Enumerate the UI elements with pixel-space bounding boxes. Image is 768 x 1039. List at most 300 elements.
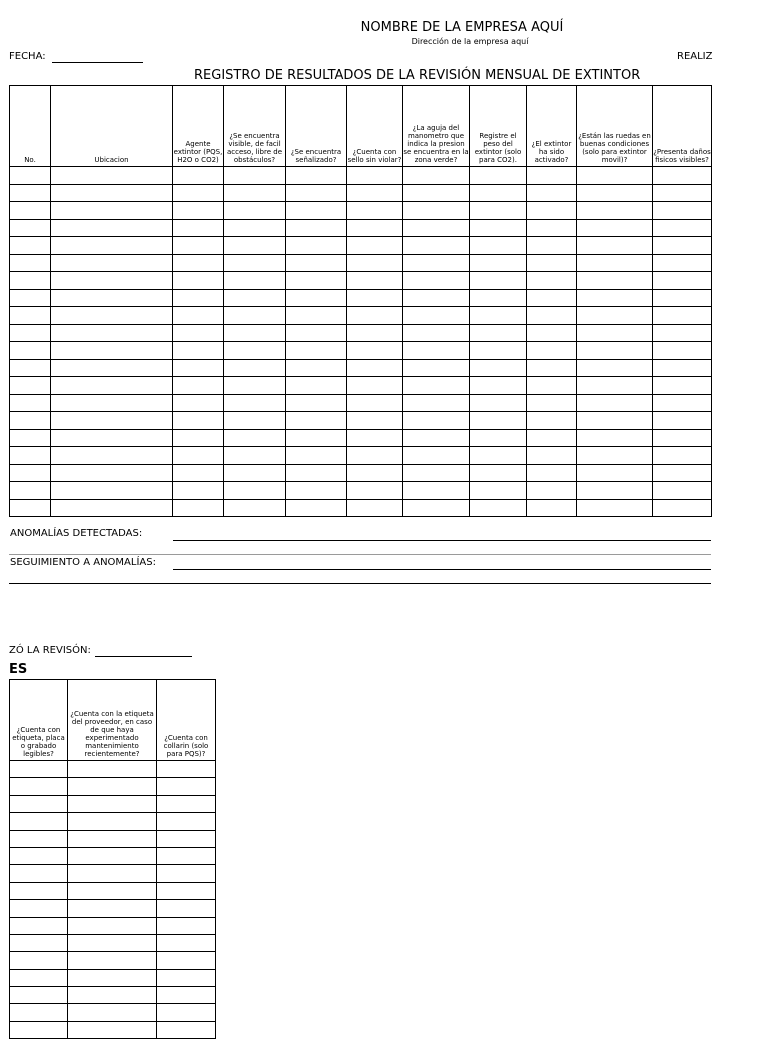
table-cell[interactable]	[470, 412, 527, 430]
table-cell[interactable]	[347, 237, 403, 255]
table-cell[interactable]	[286, 359, 347, 377]
table-row	[10, 289, 712, 307]
table-cell[interactable]	[403, 464, 470, 482]
table-cell[interactable]	[577, 237, 653, 255]
followup-label: SEGUIMIENTO A ANOMALÍAS:	[10, 557, 156, 568]
table-cell[interactable]	[653, 324, 712, 342]
table-cell[interactable]	[653, 499, 712, 517]
table-row	[10, 761, 216, 778]
table-cell[interactable]	[10, 412, 51, 430]
table-cell[interactable]	[157, 847, 216, 864]
table-cell[interactable]	[10, 394, 51, 412]
table-cell[interactable]	[173, 429, 224, 447]
table-cell[interactable]	[470, 219, 527, 237]
table-cell[interactable]	[577, 167, 653, 185]
table-cell[interactable]	[224, 429, 286, 447]
table-cell[interactable]	[224, 359, 286, 377]
table-cell[interactable]	[577, 324, 653, 342]
table-cell[interactable]	[347, 272, 403, 290]
table-cell[interactable]	[577, 429, 653, 447]
table-cell[interactable]	[286, 394, 347, 412]
table-row	[10, 882, 216, 899]
table-cell[interactable]	[157, 969, 216, 986]
table-cell[interactable]	[577, 289, 653, 307]
table-row	[10, 499, 712, 517]
table-cell[interactable]	[157, 934, 216, 951]
column-header: ¿Presenta daños fisicos visibles?	[653, 86, 712, 167]
table-cell[interactable]	[51, 202, 173, 220]
table-cell[interactable]	[68, 778, 157, 795]
table-cell[interactable]	[68, 900, 157, 917]
table-cell[interactable]	[470, 254, 527, 272]
table-cell[interactable]	[51, 447, 173, 465]
table-cell[interactable]	[527, 377, 577, 395]
table-cell[interactable]	[347, 359, 403, 377]
table-cell[interactable]	[347, 464, 403, 482]
company-name: NOMBRE DE LA EMPRESA AQUÍ	[360, 20, 564, 35]
table-cell[interactable]	[286, 412, 347, 430]
table-cell[interactable]	[224, 394, 286, 412]
table-cell[interactable]	[224, 219, 286, 237]
table-row	[10, 795, 216, 812]
table-cell[interactable]	[10, 429, 51, 447]
table-cell[interactable]	[51, 272, 173, 290]
table-cell[interactable]	[10, 882, 68, 899]
table-cell[interactable]	[347, 377, 403, 395]
table-cell[interactable]	[527, 272, 577, 290]
table-cell[interactable]	[286, 307, 347, 325]
table-cell[interactable]	[10, 900, 68, 917]
table-cell[interactable]	[653, 429, 712, 447]
table-cell[interactable]	[347, 254, 403, 272]
table-cell[interactable]	[10, 813, 68, 830]
table-cell[interactable]	[173, 272, 224, 290]
table-cell[interactable]	[173, 324, 224, 342]
table-cell[interactable]	[653, 254, 712, 272]
table-cell[interactable]	[347, 167, 403, 185]
table-cell[interactable]	[653, 482, 712, 500]
table-cell[interactable]	[470, 394, 527, 412]
table-cell[interactable]	[157, 865, 216, 882]
table-cell[interactable]	[577, 394, 653, 412]
table-cell[interactable]	[224, 464, 286, 482]
table-cell[interactable]	[470, 359, 527, 377]
table-cell[interactable]	[68, 830, 157, 847]
table-cell[interactable]	[286, 202, 347, 220]
table-cell[interactable]	[577, 499, 653, 517]
table-cell[interactable]	[157, 900, 216, 917]
table-cell[interactable]	[10, 254, 51, 272]
table-cell[interactable]	[224, 254, 286, 272]
table-cell[interactable]	[224, 237, 286, 255]
table-cell[interactable]	[403, 429, 470, 447]
table-row	[10, 865, 216, 882]
table-cell[interactable]	[173, 359, 224, 377]
table-cell[interactable]	[51, 184, 173, 202]
table-cell[interactable]	[51, 464, 173, 482]
table-cell[interactable]	[470, 377, 527, 395]
table-cell[interactable]	[577, 307, 653, 325]
table-cell[interactable]	[224, 412, 286, 430]
table-cell[interactable]	[527, 184, 577, 202]
table-cell[interactable]	[470, 447, 527, 465]
report-title: REGISTRO DE RESULTADOS DE LA REVISIÓN MENSUAL DE EXTINTOR	[194, 68, 641, 83]
table-row	[10, 934, 216, 951]
table-row	[10, 272, 712, 290]
table-cell[interactable]	[403, 394, 470, 412]
table-cell[interactable]	[653, 412, 712, 430]
table-cell[interactable]	[51, 377, 173, 395]
table-cell[interactable]	[286, 289, 347, 307]
table-cell[interactable]	[224, 184, 286, 202]
table-cell[interactable]	[577, 464, 653, 482]
table-cell[interactable]	[403, 359, 470, 377]
table-cell[interactable]	[653, 202, 712, 220]
table-cell[interactable]	[286, 272, 347, 290]
table-cell[interactable]	[577, 272, 653, 290]
table-cell[interactable]	[470, 272, 527, 290]
table-row	[10, 813, 216, 830]
table-cell[interactable]	[527, 289, 577, 307]
table-cell[interactable]	[157, 1004, 216, 1021]
table-row	[10, 237, 712, 255]
table-cell[interactable]	[347, 202, 403, 220]
table-cell[interactable]	[403, 377, 470, 395]
table-cell[interactable]	[470, 499, 527, 517]
table-cell[interactable]	[653, 184, 712, 202]
table-cell[interactable]	[173, 464, 224, 482]
table-cell[interactable]	[577, 377, 653, 395]
table-cell[interactable]	[173, 184, 224, 202]
table-cell[interactable]	[527, 359, 577, 377]
table-cell[interactable]	[653, 447, 712, 465]
table-cell[interactable]	[653, 394, 712, 412]
table-cell[interactable]	[403, 499, 470, 517]
table-cell[interactable]	[10, 847, 68, 864]
table-cell[interactable]	[68, 952, 157, 969]
table-cell[interactable]	[527, 254, 577, 272]
reviewed-by-line	[95, 656, 192, 657]
table-cell[interactable]	[157, 813, 216, 830]
table-cell[interactable]	[224, 272, 286, 290]
table-cell[interactable]	[653, 289, 712, 307]
table-cell[interactable]	[10, 934, 68, 951]
table-cell[interactable]	[173, 394, 224, 412]
table-cell[interactable]	[347, 324, 403, 342]
table-cell[interactable]	[527, 464, 577, 482]
table-cell[interactable]	[470, 482, 527, 500]
table-cell[interactable]	[51, 429, 173, 447]
table-cell[interactable]	[286, 482, 347, 500]
table-cell[interactable]	[347, 412, 403, 430]
table-cell[interactable]	[51, 219, 173, 237]
table-cell[interactable]	[403, 202, 470, 220]
table-cell[interactable]	[403, 272, 470, 290]
table-cell[interactable]	[173, 482, 224, 500]
table-cell[interactable]	[224, 324, 286, 342]
table-cell[interactable]	[527, 219, 577, 237]
table-cell[interactable]	[286, 324, 347, 342]
table-cell[interactable]	[577, 359, 653, 377]
table-cell[interactable]	[10, 952, 68, 969]
table-cell[interactable]	[224, 307, 286, 325]
table-cell[interactable]	[68, 987, 157, 1004]
table-cell[interactable]	[577, 482, 653, 500]
table-row	[10, 167, 712, 185]
table-cell[interactable]	[527, 202, 577, 220]
table-cell[interactable]	[347, 482, 403, 500]
table-cell[interactable]	[224, 202, 286, 220]
table-cell[interactable]	[157, 795, 216, 812]
table-cell[interactable]	[224, 377, 286, 395]
table-cell[interactable]	[470, 342, 527, 360]
table-cell[interactable]	[68, 813, 157, 830]
table-cell[interactable]	[68, 917, 157, 934]
table-cell[interactable]	[10, 447, 51, 465]
table-cell[interactable]	[527, 447, 577, 465]
table-cell[interactable]	[527, 482, 577, 500]
column-header: ¿Se encuentra señalizado?	[286, 86, 347, 167]
table-cell[interactable]	[286, 429, 347, 447]
table-cell[interactable]	[51, 307, 173, 325]
table-cell[interactable]	[68, 934, 157, 951]
table-cell[interactable]	[10, 987, 68, 1004]
table-cell[interactable]	[653, 237, 712, 255]
table-cell[interactable]	[224, 482, 286, 500]
table-cell[interactable]	[224, 289, 286, 307]
table-cell[interactable]	[470, 324, 527, 342]
table-cell[interactable]	[653, 464, 712, 482]
table-cell[interactable]	[10, 167, 51, 185]
table-cell[interactable]	[68, 865, 157, 882]
column-header: ¿Cuenta con etiqueta, placa o grabado legibles?	[10, 680, 68, 761]
table-cell[interactable]	[403, 219, 470, 237]
table-cell[interactable]	[577, 342, 653, 360]
table-cell[interactable]	[68, 795, 157, 812]
table-cell[interactable]	[51, 359, 173, 377]
table-cell[interactable]	[286, 254, 347, 272]
table-cell[interactable]	[286, 464, 347, 482]
table-cell[interactable]	[10, 377, 51, 395]
table-cell[interactable]	[403, 342, 470, 360]
table-cell[interactable]	[51, 482, 173, 500]
table-cell[interactable]	[51, 499, 173, 517]
table-cell[interactable]	[224, 447, 286, 465]
table-cell[interactable]	[10, 272, 51, 290]
table-cell[interactable]	[403, 324, 470, 342]
table-cell[interactable]	[224, 499, 286, 517]
table-cell[interactable]	[527, 342, 577, 360]
table-cell[interactable]	[51, 394, 173, 412]
table-cell[interactable]	[10, 482, 51, 500]
table-cell[interactable]	[10, 342, 51, 360]
followup-line	[173, 569, 711, 570]
inspection-table-continued	[9, 679, 216, 1039]
table-cell[interactable]	[51, 412, 173, 430]
table-cell[interactable]	[286, 342, 347, 360]
table-cell[interactable]	[173, 307, 224, 325]
table-cell[interactable]	[577, 254, 653, 272]
table-cell[interactable]	[10, 917, 68, 934]
table-cell[interactable]	[403, 307, 470, 325]
reviewed-by-label: ZÓ LA REVISÓN:	[9, 645, 91, 656]
table-cell[interactable]	[173, 412, 224, 430]
table-cell[interactable]	[527, 429, 577, 447]
table-cell[interactable]	[10, 289, 51, 307]
table-cell[interactable]	[173, 219, 224, 237]
table-cell[interactable]	[10, 307, 51, 325]
table-cell[interactable]	[286, 447, 347, 465]
table-cell[interactable]	[51, 289, 173, 307]
table-cell[interactable]	[51, 254, 173, 272]
table-cell[interactable]	[10, 778, 68, 795]
table-cell[interactable]	[10, 324, 51, 342]
table-cell[interactable]	[10, 359, 51, 377]
table-cell[interactable]	[470, 237, 527, 255]
table-cell[interactable]	[157, 761, 216, 778]
table-cell[interactable]	[10, 1004, 68, 1021]
table-cell[interactable]	[347, 342, 403, 360]
table-row	[10, 987, 216, 1004]
table-cell[interactable]	[403, 447, 470, 465]
table-cell[interactable]	[403, 167, 470, 185]
table-cell[interactable]	[286, 184, 347, 202]
table-cell[interactable]	[173, 377, 224, 395]
table-cell[interactable]	[10, 830, 68, 847]
table-cell[interactable]	[10, 795, 68, 812]
table-cell[interactable]	[68, 1004, 157, 1021]
table-cell[interactable]	[470, 307, 527, 325]
table-cell[interactable]	[10, 237, 51, 255]
table-cell[interactable]	[10, 184, 51, 202]
table-row	[10, 1004, 216, 1021]
table-cell[interactable]	[10, 499, 51, 517]
table-cell[interactable]	[470, 289, 527, 307]
table-cell[interactable]	[347, 429, 403, 447]
table-cell[interactable]	[10, 202, 51, 220]
table-cell[interactable]	[51, 342, 173, 360]
table-cell[interactable]	[10, 219, 51, 237]
table-cell[interactable]	[653, 219, 712, 237]
table-cell[interactable]	[347, 307, 403, 325]
table-cell[interactable]	[653, 167, 712, 185]
table-cell[interactable]	[577, 202, 653, 220]
table-cell[interactable]	[403, 184, 470, 202]
table-cell[interactable]	[173, 202, 224, 220]
table-cell[interactable]	[10, 761, 68, 778]
table-cell[interactable]	[527, 237, 577, 255]
table-cell[interactable]	[286, 219, 347, 237]
table-cell[interactable]	[347, 447, 403, 465]
table-cell[interactable]	[527, 324, 577, 342]
table-cell[interactable]	[10, 969, 68, 986]
table-cell[interactable]	[403, 482, 470, 500]
table-cell[interactable]	[286, 377, 347, 395]
table-cell[interactable]	[403, 289, 470, 307]
table-cell[interactable]	[51, 237, 173, 255]
table-cell[interactable]	[577, 219, 653, 237]
table-cell[interactable]	[653, 272, 712, 290]
table-cell[interactable]	[173, 254, 224, 272]
table-cell[interactable]	[653, 342, 712, 360]
table-cell[interactable]	[157, 882, 216, 899]
table-row	[10, 447, 712, 465]
followup-line	[9, 583, 711, 584]
table-cell[interactable]	[286, 499, 347, 517]
table-cell[interactable]	[653, 359, 712, 377]
table-row	[10, 342, 712, 360]
table-cell[interactable]	[347, 219, 403, 237]
title-fragment: ES	[9, 662, 28, 677]
table-row	[10, 254, 712, 272]
table-cell[interactable]	[653, 377, 712, 395]
table-cell[interactable]	[173, 499, 224, 517]
table-cell[interactable]	[173, 447, 224, 465]
table-cell[interactable]	[470, 167, 527, 185]
table-cell[interactable]	[157, 952, 216, 969]
table-row	[10, 412, 712, 430]
table-cell[interactable]	[347, 289, 403, 307]
table-cell[interactable]	[470, 202, 527, 220]
table-cell[interactable]	[347, 394, 403, 412]
table-cell[interactable]	[403, 254, 470, 272]
table-cell[interactable]	[10, 464, 51, 482]
column-header: ¿Están las ruedas en buenas condiciones (solo para extintor movil)?	[577, 86, 653, 167]
table-cell[interactable]	[577, 447, 653, 465]
table-cell[interactable]	[157, 778, 216, 795]
anomalies-line	[173, 540, 711, 541]
table-cell[interactable]	[157, 830, 216, 847]
table-cell[interactable]	[68, 761, 157, 778]
table-cell[interactable]	[527, 499, 577, 517]
table-cell[interactable]	[527, 412, 577, 430]
table-cell[interactable]	[577, 412, 653, 430]
table-cell[interactable]	[157, 987, 216, 1004]
table-cell[interactable]	[577, 184, 653, 202]
column-header: ¿Cuenta con la etiqueta del proveedor, en caso de que haya experimentado mantenimiento recientemente?	[68, 680, 157, 761]
table-row	[10, 952, 216, 969]
table-cell[interactable]	[286, 237, 347, 255]
table-cell[interactable]	[527, 167, 577, 185]
table-cell[interactable]	[10, 865, 68, 882]
table-cell[interactable]	[68, 969, 157, 986]
table-cell[interactable]	[224, 167, 286, 185]
table-row	[10, 900, 216, 917]
table-cell[interactable]	[173, 289, 224, 307]
table-cell[interactable]	[403, 412, 470, 430]
table-cell[interactable]	[173, 237, 224, 255]
table-cell[interactable]	[173, 167, 224, 185]
table-cell[interactable]	[470, 464, 527, 482]
table-cell[interactable]	[470, 429, 527, 447]
table-cell[interactable]	[527, 307, 577, 325]
table-cell[interactable]	[51, 324, 173, 342]
table-cell[interactable]	[403, 237, 470, 255]
table-cell[interactable]	[157, 917, 216, 934]
table-cell[interactable]	[527, 394, 577, 412]
table-row	[10, 917, 216, 934]
table-cell[interactable]	[224, 342, 286, 360]
table-cell[interactable]	[347, 499, 403, 517]
table-cell[interactable]	[173, 342, 224, 360]
table-cell[interactable]	[68, 847, 157, 864]
table-cell[interactable]	[347, 184, 403, 202]
table-cell[interactable]	[286, 167, 347, 185]
table-cell[interactable]	[653, 307, 712, 325]
table-cell[interactable]	[470, 184, 527, 202]
table-cell[interactable]	[51, 167, 173, 185]
table-cell[interactable]	[68, 882, 157, 899]
